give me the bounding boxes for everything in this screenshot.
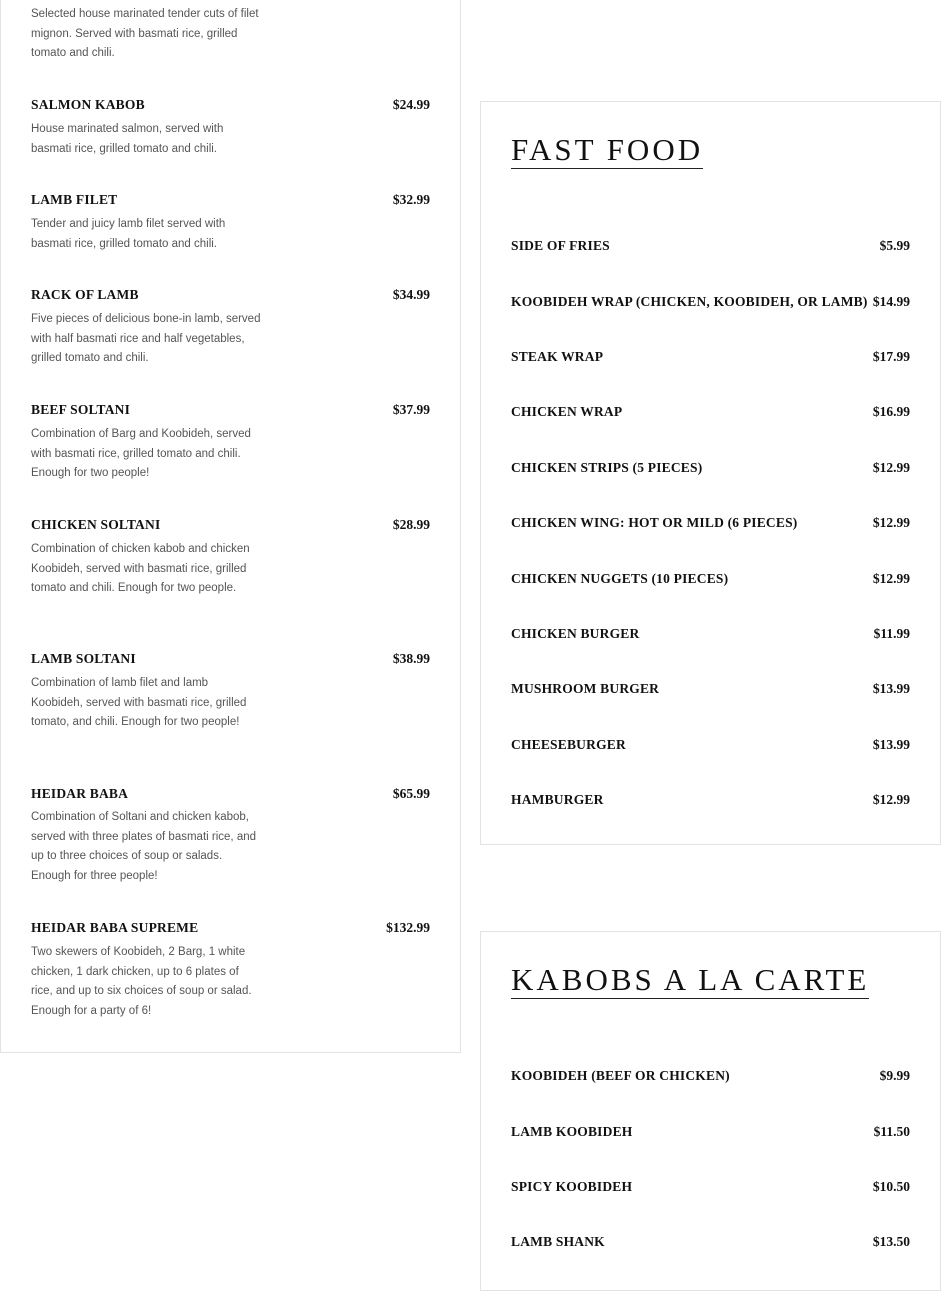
- menu-item-name: KOOBIDEH (BEEF OR CHICKEN): [511, 1068, 730, 1083]
- menu-item-price: $13.99: [872, 681, 910, 696]
- menu-item-price: $65.99: [392, 786, 430, 801]
- menu-item-price: $28.99: [392, 517, 430, 532]
- menu-item-name: HAMBURGER: [511, 792, 604, 807]
- menu-item-name: CHICKEN WRAP: [511, 404, 623, 419]
- menu-item-price: $37.99: [392, 402, 430, 417]
- menu-item-price: $38.99: [392, 651, 430, 666]
- menu-item-name: LAMB FILET: [31, 192, 118, 207]
- menu-item-description: Combination of chicken kabob and chicken Koobideh, served with basmati rice, grilled tomato and chili. Enough for two people.: [31, 543, 250, 595]
- menu-item-price: $12.99: [872, 515, 910, 530]
- menu-item-description: Two skewers of Koobideh, 2 Barg, 1 white chicken, 1 dark chicken, up to 6 plates of rice, and up to six choices of soup or salad. Enough for a party of 6!: [31, 946, 252, 1018]
- menu-item-name: SALMON KABOB: [31, 97, 145, 112]
- menu-item-name: CHICKEN WING: HOT OR MILD (6 PIECES): [511, 515, 798, 530]
- menu-item-name: RACK OF LAMB: [31, 287, 139, 302]
- menu-item-description: Five pieces of delicious bone-in lamb, served with half basmati rice and half vegetables, grilled tomato and chili.: [31, 313, 261, 365]
- menu-item-price: $32.99: [392, 192, 430, 207]
- menu-item-name: CHEESEBURGER: [511, 737, 626, 752]
- menu-item-name: BEEF SOLTANI: [31, 402, 131, 417]
- menu-item-price: $5.99: [879, 238, 910, 253]
- menu-item-price: $9.99: [879, 1068, 910, 1083]
- section-title: KABOBS A LA CARTE: [511, 962, 870, 997]
- menu-item-price: $12.99: [872, 460, 910, 475]
- menu-item-price: $13.99: [872, 737, 910, 752]
- menu-item-description: Tender and juicy lamb filet served with basmati rice, grilled tomato and chili.: [31, 218, 226, 250]
- menu-item-price: $24.99: [392, 97, 430, 112]
- menu-item-price: $13.50: [872, 1234, 910, 1249]
- menu-item-name: HEIDAR BABA SUPREME: [31, 920, 199, 935]
- menu-item-price: $132.99: [386, 920, 430, 935]
- menu-item-name: STEAK WRAP: [511, 349, 604, 364]
- menu-item-name: CHICKEN NUGGETS (10 PIECES): [511, 571, 729, 586]
- menu-item-name: CHICKEN BURGER: [511, 626, 640, 641]
- menu-item-description: Selected house marinated tender cuts of filet mignon. Served with basmati rice, grilled tomato and chili.: [31, 8, 259, 60]
- menu-item-description: Combination of lamb filet and lamb Koobideh, served with basmati rice, grilled tomato, and chili. Enough for two people!: [31, 677, 247, 729]
- menu-item-description: Combination of Soltani and chicken kabob, served with three plates of basmati rice, and up to three choices of soup or salads. Enough for three people!: [31, 811, 257, 883]
- menu-item-name: SPICY KOOBIDEH: [511, 1179, 633, 1194]
- menu-item-name: LAMB SHANK: [511, 1234, 605, 1249]
- menu-item-price: $10.50: [872, 1179, 910, 1194]
- menu-item-name: KOOBIDEH WRAP (CHICKEN, KOOBIDEH, OR LAMB): [511, 294, 868, 309]
- menu-item-name: HEIDAR BABA: [31, 786, 129, 801]
- menu-item-price: $14.99: [872, 294, 910, 309]
- menu-item-description: Combination of Barg and Koobideh, served with basmati rice, grilled tomato and chili. Enough for two people!: [31, 428, 251, 480]
- menu-item-price: $12.99: [872, 571, 910, 586]
- menu-item-name: LAMB KOOBIDEH: [511, 1124, 633, 1139]
- fast-food-section: [480, 101, 941, 845]
- menu-item-price: $11.50: [873, 1124, 910, 1139]
- menu-item-price: $17.99: [872, 349, 910, 364]
- menu-item-name: CHICKEN STRIPS (5 PIECES): [511, 460, 703, 475]
- menu-item-price: $12.99: [872, 792, 910, 807]
- menu-item-price: $16.99: [872, 404, 910, 419]
- menu-item-name: LAMB SOLTANI: [31, 651, 136, 666]
- main-courses-section: [0, 0, 461, 1053]
- menu-item-price: $11.99: [873, 626, 910, 641]
- menu-item-name: MUSHROOM BURGER: [511, 681, 660, 696]
- section-title: FAST FOOD: [511, 132, 704, 167]
- menu-item-name: CHICKEN SOLTANI: [31, 517, 161, 532]
- kabobs-a-la-carte-section: [480, 931, 941, 1291]
- menu-item-price: $34.99: [392, 287, 430, 302]
- menu-item-name: SIDE OF FRIES: [511, 238, 610, 253]
- menu-item-description: House marinated salmon, served with basmati rice, grilled tomato and chili.: [31, 123, 224, 155]
